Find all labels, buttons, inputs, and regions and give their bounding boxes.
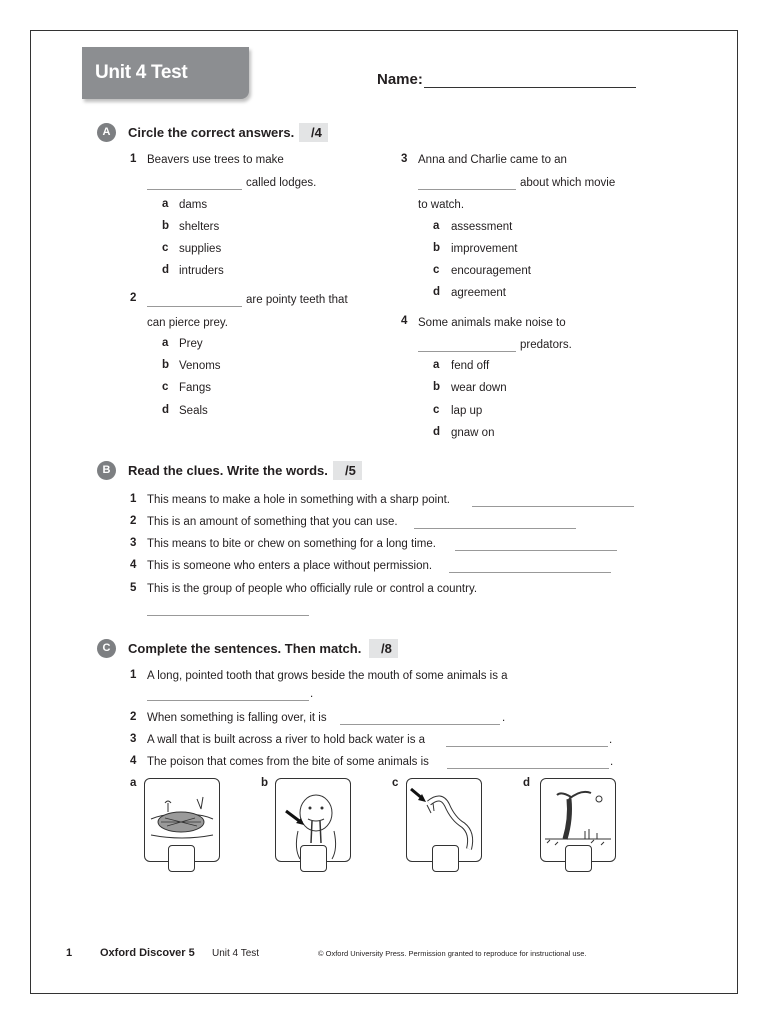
option-letter[interactable]: d <box>162 264 170 276</box>
section-c-title: Complete the sentences. Then match. <box>128 641 362 656</box>
question-text: called lodges. <box>246 177 317 189</box>
question-number: 2 <box>130 292 137 304</box>
option-letter[interactable]: d <box>162 404 170 416</box>
answer-blank[interactable] <box>147 188 242 190</box>
section-b-badge: B <box>97 461 116 480</box>
clue-text: This is an amount of something that you can use. <box>147 516 398 528</box>
name-answer-line[interactable] <box>424 87 636 88</box>
sentence-period: . <box>502 712 506 724</box>
unit-title: Unit 4 Test <box>95 62 188 83</box>
clue-number: 1 <box>130 493 137 505</box>
sentence-period: . <box>610 756 614 768</box>
picture-letter: c <box>392 777 399 789</box>
answer-blank[interactable] <box>147 305 242 307</box>
clue-text: This is the group of people who officially rule or control a country. <box>147 583 478 595</box>
sentence-number: 2 <box>130 711 137 723</box>
answer-blank[interactable] <box>147 699 309 701</box>
sentence-text: When something is falling over, it is <box>147 712 327 724</box>
clue-number: 3 <box>130 537 137 549</box>
sentence-text: The poison that comes from the bite of some animals is <box>147 756 429 768</box>
picture-letter: b <box>261 777 269 789</box>
answer-blank[interactable] <box>418 350 516 352</box>
answer-blank[interactable] <box>447 767 609 769</box>
option-text[interactable]: encouragement <box>451 265 531 277</box>
section-b-title: Read the clues. Write the words. <box>128 463 328 478</box>
question-text: to watch. <box>418 199 465 211</box>
question-text: can pierce prey. <box>147 317 228 329</box>
option-letter[interactable]: a <box>433 220 440 232</box>
sentence-text: A wall that is built across a river to hold back water is a <box>147 734 426 746</box>
option-letter[interactable]: b <box>162 359 170 371</box>
question-text: Beavers use trees to make <box>147 154 284 166</box>
section-b-score: /5 <box>333 461 362 480</box>
option-letter[interactable]: c <box>162 381 169 393</box>
name-label: Name: <box>377 71 423 88</box>
sentence-number: 3 <box>130 733 137 745</box>
question-number: 3 <box>401 153 408 165</box>
footer-brand: Oxford Discover 5 <box>100 947 195 959</box>
unit-title-tab <box>82 47 249 99</box>
match-answer-box[interactable] <box>168 845 195 872</box>
question-text: about which movie <box>520 177 616 189</box>
option-text[interactable]: Prey <box>179 338 203 350</box>
clue-number: 5 <box>130 582 137 594</box>
answer-blank[interactable] <box>414 527 576 529</box>
question-text: Anna and Charlie came to an <box>418 154 567 166</box>
answer-blank[interactable] <box>455 549 617 551</box>
section-c-score: /8 <box>369 639 398 658</box>
clue-text: This means to bite or chew on something for a long time. <box>147 538 436 550</box>
sentence-text: A long, pointed tooth that grows beside the mouth of some animals is a <box>147 670 508 682</box>
option-letter[interactable]: a <box>162 337 169 349</box>
option-text[interactable]: Venoms <box>179 360 221 372</box>
section-a-score: /4 <box>299 123 328 142</box>
option-text[interactable]: fend off <box>451 360 490 372</box>
clue-text: This is someone who enters a place without permission. <box>147 560 433 572</box>
option-text[interactable]: shelters <box>179 221 220 233</box>
option-letter[interactable]: a <box>162 198 169 210</box>
option-text[interactable]: assessment <box>451 221 513 233</box>
footer-copyright: © Oxford University Press. Permission granted to reproduce for instructional use. <box>318 949 587 958</box>
option-letter[interactable]: b <box>433 242 441 254</box>
option-text[interactable]: gnaw on <box>451 427 495 439</box>
page-number: 1 <box>66 947 73 959</box>
section-c-badge: C <box>97 639 116 658</box>
sentence-period: . <box>310 688 314 700</box>
option-text[interactable]: Seals <box>179 405 208 417</box>
option-text[interactable]: dams <box>179 199 208 211</box>
answer-blank[interactable] <box>147 614 309 616</box>
option-letter[interactable]: b <box>162 220 170 232</box>
picture-letter: d <box>523 777 531 789</box>
option-text[interactable]: lap up <box>451 405 483 417</box>
clue-number: 4 <box>130 559 137 571</box>
picture-letter: a <box>130 777 137 789</box>
option-text[interactable]: improvement <box>451 243 518 255</box>
footer-unit: Unit 4 Test <box>212 948 260 959</box>
question-number: 1 <box>130 153 137 165</box>
answer-blank[interactable] <box>472 505 634 507</box>
option-letter[interactable]: d <box>433 286 441 298</box>
option-text[interactable]: supplies <box>179 243 222 255</box>
option-text[interactable]: agreement <box>451 287 506 299</box>
question-text: are pointy teeth that <box>246 294 348 306</box>
option-text[interactable]: wear down <box>451 382 507 394</box>
section-a-title: Circle the correct answers. <box>128 125 295 140</box>
option-text[interactable]: intruders <box>179 265 224 277</box>
answer-blank[interactable] <box>449 571 611 573</box>
match-answer-box[interactable] <box>565 845 592 872</box>
sentence-period: . <box>609 734 613 746</box>
answer-blank[interactable] <box>340 723 500 725</box>
section-a-badge: A <box>97 123 116 142</box>
match-answer-box[interactable] <box>300 845 327 872</box>
option-letter[interactable]: c <box>433 264 440 276</box>
clue-text: This means to make a hole in something with a sharp point. <box>147 494 450 506</box>
match-answer-box[interactable] <box>432 845 459 872</box>
answer-blank[interactable] <box>446 745 608 747</box>
question-text: predators. <box>520 339 572 351</box>
option-letter[interactable]: b <box>433 381 441 393</box>
sentence-number: 1 <box>130 669 137 681</box>
page-frame <box>30 30 738 994</box>
question-number: 4 <box>401 315 408 327</box>
answer-blank[interactable] <box>418 188 516 190</box>
option-letter[interactable]: c <box>433 404 440 416</box>
option-text[interactable]: Fangs <box>179 382 211 394</box>
option-letter[interactable]: c <box>162 242 169 254</box>
option-letter[interactable]: a <box>433 359 440 371</box>
question-text: Some animals make noise to <box>418 317 566 329</box>
clue-number: 2 <box>130 515 137 527</box>
sentence-number: 4 <box>130 755 137 767</box>
option-letter[interactable]: d <box>433 426 441 438</box>
